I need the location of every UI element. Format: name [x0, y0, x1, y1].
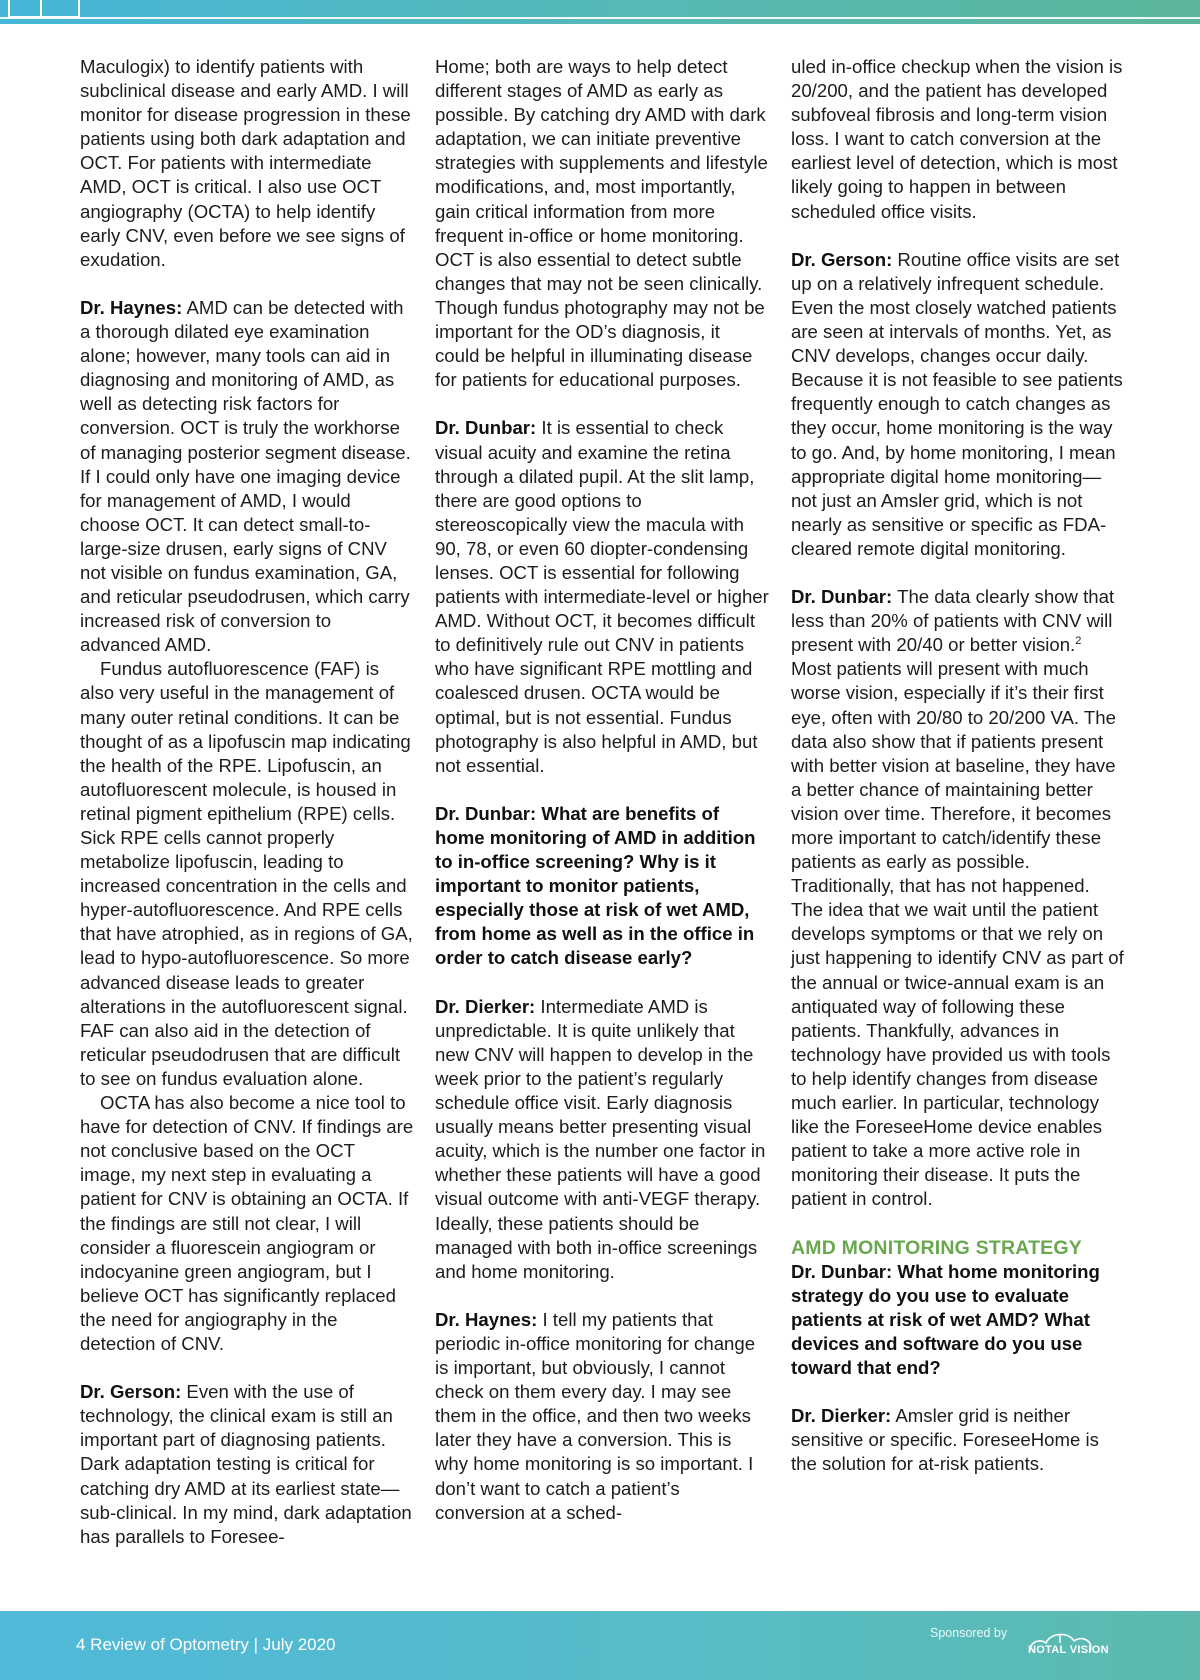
interview-question: Dr. Dunbar: What are benefits of home monitoring of AMD in addition to in-office screening? Why is it important to monitor patients, especially those at risk of wet AMD, from home as well as in the office in order to catch disease early? — [435, 802, 756, 969]
paragraph — [435, 416, 769, 777]
paragraph: Maculogix) to identify patients with subclinical disease and early AMD. I will monitor for disease progression in these patients using both dark adaptation and OCT. For patients with intermediate AMD, OCT is critical. I also use OCT angiography (OCTA) to help identify early CNV, even before we see signs of exudation. — [80, 56, 411, 270]
column-3 — [791, 55, 1125, 1477]
section-heading: AMD MONITORING STRATEGY — [791, 1236, 1082, 1259]
paragraph: Fundus autofluorescence (FAF) is also very useful in the management of many outer retinal conditions. It can be thought of as a lipofuscin map indicating the health of the RPE. Lipofuscin, an autofluorescent molecule, is housed in retinal pigment epithelium (RPE) cells. Sick RPE cells cannot properly metabolize lipofuscin, leading to increased concentration in the cells and hyper-autofluorescence. And RPE cells that have atrophied, as in regions of GA, lead to hypo-autofluorescence. So more advanced disease leads to greater alterations in the autofluorescent signal. FAF can also aid in the detection of reticular pseudodrusen that are difficult to see on fundus evaluation alone. — [80, 658, 413, 1089]
paragraph-text: The data clearly show that less than 20% of patients with CNV will present with 20/40 or better vision. — [791, 586, 1115, 656]
paragraph — [80, 1380, 415, 1549]
paragraph-text: Intermediate AMD is unpredictable. It is quite unlikely that new CNV will happen to develop in the week prior to the patient’s regularly schedule office visit. Early diagnosis usually means better presenting visual acuity, which is the number one factor in whether these patients will have a good visual outcome with anti-VEGF therapy. Ideally, these patients should be managed with both in-office screenings and home monitoring. — [435, 995, 766, 1282]
paragraph — [791, 248, 1125, 561]
reference-marker: 2 — [1075, 635, 1082, 648]
paragraph-text: Routine office visits are set up on a relatively infrequent schedule. Even the most closely watched patients are seen at intervals of months. Yet, as CNV develops, changes occur daily. Because it is not feasible to see patients frequently enough to catch changes as they occur, home monitoring is the way to go. And, by home monitoring, I mean appropriate digital home monitoring—not just an Amsler grid, which is not nearly as sensitive or specific as FDA-cleared remote digital monitoring. — [791, 248, 1123, 559]
corner-frame — [8, 0, 80, 18]
paragraph: Home; both are ways to help detect different stages of AMD as early as possible. By catching dry AMD with dark adaptation, we can initiate preventive strategies with supplements and lifestyle modifications, and, most importantly, gain critical information from more frequent in-office or home monitoring. OCT is also essential to detect subtle changes that may not be seen clinically. Though fundus photography may not be important for the OD’s diagnosis, it could be helpful in illuminating disease for patients for educational purposes. — [435, 56, 768, 391]
speaker: Dr. Haynes: — [435, 1308, 538, 1330]
speaker: Dr. Gerson: — [80, 1381, 182, 1403]
speaker: Dr. Dierker: — [435, 995, 536, 1017]
corner-tick — [40, 0, 42, 16]
speaker: Dr. Dierker: — [791, 1405, 892, 1427]
top-rule — [0, 17, 1200, 19]
paragraph-text: Most patients will present with much worse vision, especially if it’s their first eye, often with 20/80 to 20/200 VA. The data also show that if patients present with better vision at baseline, they have a better chance of maintaining better vision over time. Therefore, it becomes more important to catch/identify these patients as early as possible. Traditionally, that has not happened. The idea that we wait until the patient develops symptoms or that we rely on just happening to identify CNV as part of the annual or twice-annual exam is an antiquated way of following these patients. Thankfully, advances in technology have provided us with tools to help identify changes from disease much earlier. In particular, technology like the ForeseeHome device enables patient to take a more active role in monitoring their disease. It puts the patient in control. — [791, 658, 1124, 1210]
column-1 — [80, 55, 415, 1549]
footer-bar — [0, 1611, 1200, 1680]
page-folio: 4 Review of Optometry | July 2020 — [76, 1635, 336, 1654]
paragraph — [791, 585, 1125, 1211]
speaker: Dr. Gerson: — [791, 248, 893, 270]
logo-wordmark: NOTAL VISION — [1028, 1644, 1109, 1656]
notal-vision-logo-icon — [1024, 1619, 1134, 1667]
paragraph-text: It is essential to check visual acuity and examine the retina through a dilated pupil. At the slit lamp, there are good options to stereoscopically view the macula with 90, 78, or even 60 diopter-condensing lenses. OCT is essential for following patients with intermediate-level or higher AMD. Without OCT, it becomes difficult to definitively rule out CNV in patients who have significant RPE mottling and coalesced drusen. OCTA would be optimal, but is not essential. Fundus photography is also helpful in AMD, but not essential. — [435, 417, 769, 776]
sponsored-by-label: Sponsored by — [930, 1626, 1008, 1640]
column-2 — [435, 55, 769, 1525]
paragraph-text: Amsler grid is neither sensitive or specific. ForeseeHome is the solution for at-risk patients. — [791, 1405, 1099, 1475]
paragraph — [435, 1308, 769, 1525]
paragraph — [80, 296, 415, 657]
paragraph-text: Even with the use of technology, the clinical exam is still an important part of diagnosing patients. Dark adaptation testing is critical for catching dry AMD at its earliest state—sub-clinical. In my mind, dark adaptation has parallels to Foresee- — [80, 1381, 412, 1547]
paragraph: uled in-office checkup when the vision is 20/200, and the patient has developed subfoveal fibrosis and long-term vision loss. I want to catch conversion at the earliest level of detection, which is most likely going to happen in between scheduled office visits. — [791, 56, 1123, 222]
speaker: Dr. Haynes: — [80, 296, 183, 318]
paragraph — [435, 995, 769, 1284]
paragraph-text: AMD can be detected with a thorough dilated eye examination alone; however, many tools can aid in diagnosing and monitoring of AMD, as well as detecting risk factors for conversion. OCT is truly the workhorse of managing posterior segment disease. If I could only have one imaging device for management of AMD, I would choose OCT. It can detect small-to-large-size drusen, early signs of CNV not visible on fundus examination, GA, and reticular pseudodrusen, which carry increased risk of conversion to advanced AMD. — [80, 296, 411, 656]
speaker: Dr. Dunbar: — [791, 586, 893, 608]
paragraph — [791, 1404, 1125, 1476]
speaker: Dr. Dunbar: — [435, 417, 537, 439]
paragraph: OCTA has also become a nice tool to have for detection of CNV. If findings are not conclusive based on the OCT image, my next step in evaluating a patient for CNV is obtaining an OCTA. If the findings are still not clear, I will consider a fluorescein angiogram or indocyanine green angiogram, but I believe OCT has significantly replaced the need for angiography in the detection of CNV. — [80, 1092, 414, 1354]
paragraph-text: I tell my patients that periodic in-office monitoring for change is important, but obviously, I cannot check on them every day. I may see them in the office, and then two weeks later they have a conversion. This is why home monitoring is so important. I don’t want to catch a patient’s conversion at a sched- — [435, 1308, 756, 1523]
top-banner — [0, 0, 1200, 24]
interview-question: Dr. Dunbar: What home monitoring strategy do you use to evaluate patients at risk of wet AMD? What devices and software do you use toward that end? — [791, 1260, 1100, 1379]
